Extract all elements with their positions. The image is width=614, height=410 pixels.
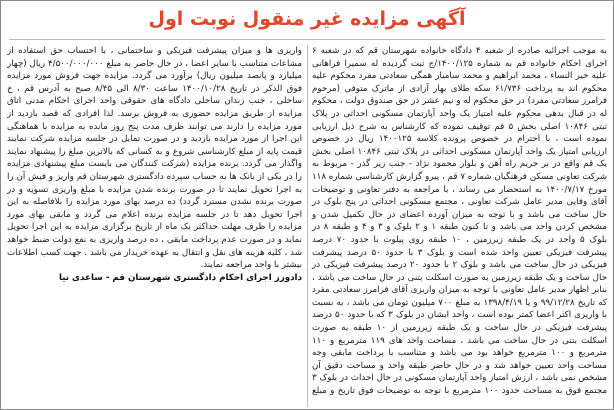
notice-signature: دادورز اجرای احکام دادگستری شهرستان قم - ساعدی نیا bbox=[58, 272, 302, 283]
title-divider bbox=[9, 39, 605, 40]
notice-paragraph: به موجب اجرائیه صادره از شعبه ۴ دادگاه خانواده شهرستان قم که در شعبه ۶ اجرای احکام خانواده قم به شماره ۱۴۰۰/۱۲۵/ج ثبت گردیده له سمیرا فراهانی علیه خیر النساء ، محمد ابراهیم و محمد سامیار همگی سعادتی مفرد محکوم علیه محکوم اند به پرداخت ۶۱/۷۳۶ سکه طلای بهار آزادی از ماترک متوفی (مرحوم فرامرز سعادتی مفرد) در حق محکوم له و نیم عشر در حق صندوق دولت ، محکوم له در قبال بدهی محکوم علیه امتیاز یک واحد آپارتمان مسکونی احداثی در پلاک ثبتی ۱۰۸۴۶ اصلی بخش ۵ قم توقیف نموده که کارشناس به شرح ذیل ارزیابی نموده است ، با احترام در خصوص پرونده کلاسه ۱۴۰۰۱۲۵ ریال در خصوص ارزیابی امتیاز یک واحد آپارتمان مسکونی احداثی در پلاک ثبتی ۱۰۸۴۶ اصلی بخش یک قم واقع در بر حریم راه آهن و بلوار محمود نژاد - جنب زیر گذر - مربوط به شرکت تعاونی مسکن فرهنگیان شماره ۷ قم ، پیرو گزارش کارشناسی شماره ۱۱۸ مورخ ۱۴۰۰/۷/۱۷ به استحضار می رساند ، با مراجعه به دفتر تعاونی و توضیحات آقای وفایی مدیر عامل شرکت تعاونی ، مجتمع مسکونی احداثی در پنج بلوک در حال ساخت می باشد و با توجه به میزان آورده اعضای در حال تکمیل شدن و مشخص کردن واحد می باشد و تا کنون طبقه ۱ و ۲ بلوک و ۳ و ۴ و طبقه ۸ در بلوک ۵ واحد در یک طبقه زیرزمین ، ۱۰ طبقه روی پیلوت با حدود ۷۰ درصد پیشرفت فیزیکی تعیین واحد شده است و بلوک ۳ با حدود ۵۰ درصد پیشرفت فیزیکی در حال ساخت می باشد و بلوک ۲ با حدود ۲۰ درصد پیشرفت فیزیکی در حال ساخت و یک طبقه زیرزمین به صورت اسکلت بتنی در حال ساخت می باشد ، بنابر اظهار مدیر عامل تعاونی با توجه به میزان واریزی آقای فرامرز سعادتی مفرد که تاریخ ۹۹/۱۲/۲۸ و یا ۱۳۹۸/۴/۱۹ به مبلغ ۷۰۰ میلیون تومان می باشد ، به نسبت با واریزی اکثر اعضا کمتر بوده است ، واحد ایشان در بلوک ۳ که با حدود ۵۰ درصد پیشرفت فیزیکی در حال ساخت و یک طبقه زیرزمین از ۱۰ طبقه به صورت اسکلت بتنی در حال ساخت می باشد ، مساحت واحد های ۱۱۹ مترمربع و ۱۱۰ مترمربع و ۱۰۰ مترمربع خواهد بود می باشد و متناسب با پرداخت مابقی وجه مساحت واحد تعیین خواهد شد و در حال حاضر طبقه واحد و مساحت دقیق آن مشخص نمی باشد ، ارزش امتیاز واحد آپارتمان مسکونی در حال احداث در بلوک ۳ مجتمع فوق به مساحت حدود ۱۰۰ مترمربع با توجه به توضیحات فوق تاریخ و مبلغ واریزی ها و میزان پیشرفت فیزیکی و ساختمانی ، با احتساب حق استفاده از مشاعات متناسب با سایر اعضا ، در حال حاضر به مبلغ ۴/۵۰۰/۰۰۰/۰۰۰ ریال (چهار میلیارد و پانصد میلیون ریال) برآورد می گردد. مزایده جهت فروش مورد مزایده فوق الذکر در تاریخ ۱۴۰۰/۱۰/۲۸ ساعت ۸/۳۰ الی ۸/۴۵ صبح به آدرس قم ، خ ساحلی ، جنب زندان ساحلی دادگاه های حقوقی واحد اجرای احکام مدنی اتاق مزایده از طریق مزایده حضوری به فروش برسد. لذا افرادی که قصد بازدید از مورد مزایده را دارند می توانند ظرف مدت پنج روز مانده به مزایده با هماهنگی این اجرا از مورد مزایده بازدید و در صورت تمایل در جلسه مزایده شرکت نمایند قیمت پایه از مبلغ کارشناسی شروع و به کسانی که بالاترین مبلغ را پیشنهاد نمایند واگذار می گردد. برنده مزایده (شرکت کنندگان می بایست مبلغ پیشنهادی مزایده را در یکی از بانک ها به حساب سپرده دادگستری شهرستان قم واریز و فیش آن را به اجرا تحویل نمایند تا در صورت برنده شدن مزایده با مبلغ واریزی تسویه و در صورت برنده نشدن مسترد گردد) ده درصد بهای مورد مزایده را بلافاصله به این اجرا تحویل دهد تا در جلسه مزایده برنده اعلام می گردد و مابقی بهای مورد مزایده را ظرف مهلت حداکثر یک ماه از تاریخ برگزاری مزایده به این اجرا تحویل نماید و در صورت عدم پرداخت مابقی ، ده درصد واریزی به نفع دولت ضبط خواهد شد ، کلیه هزینه های نقل و انتقال به عهده خریدار می باشد . جهت کسب اطلاعات بیشتر با واحد مراجعه نمایند. bbox=[7, 46, 607, 397]
notice-header bbox=[1, 1, 613, 37]
notice-body bbox=[7, 45, 607, 407]
notice-title: آگهی مزایده غیر منقول نوبت اول bbox=[148, 8, 466, 30]
